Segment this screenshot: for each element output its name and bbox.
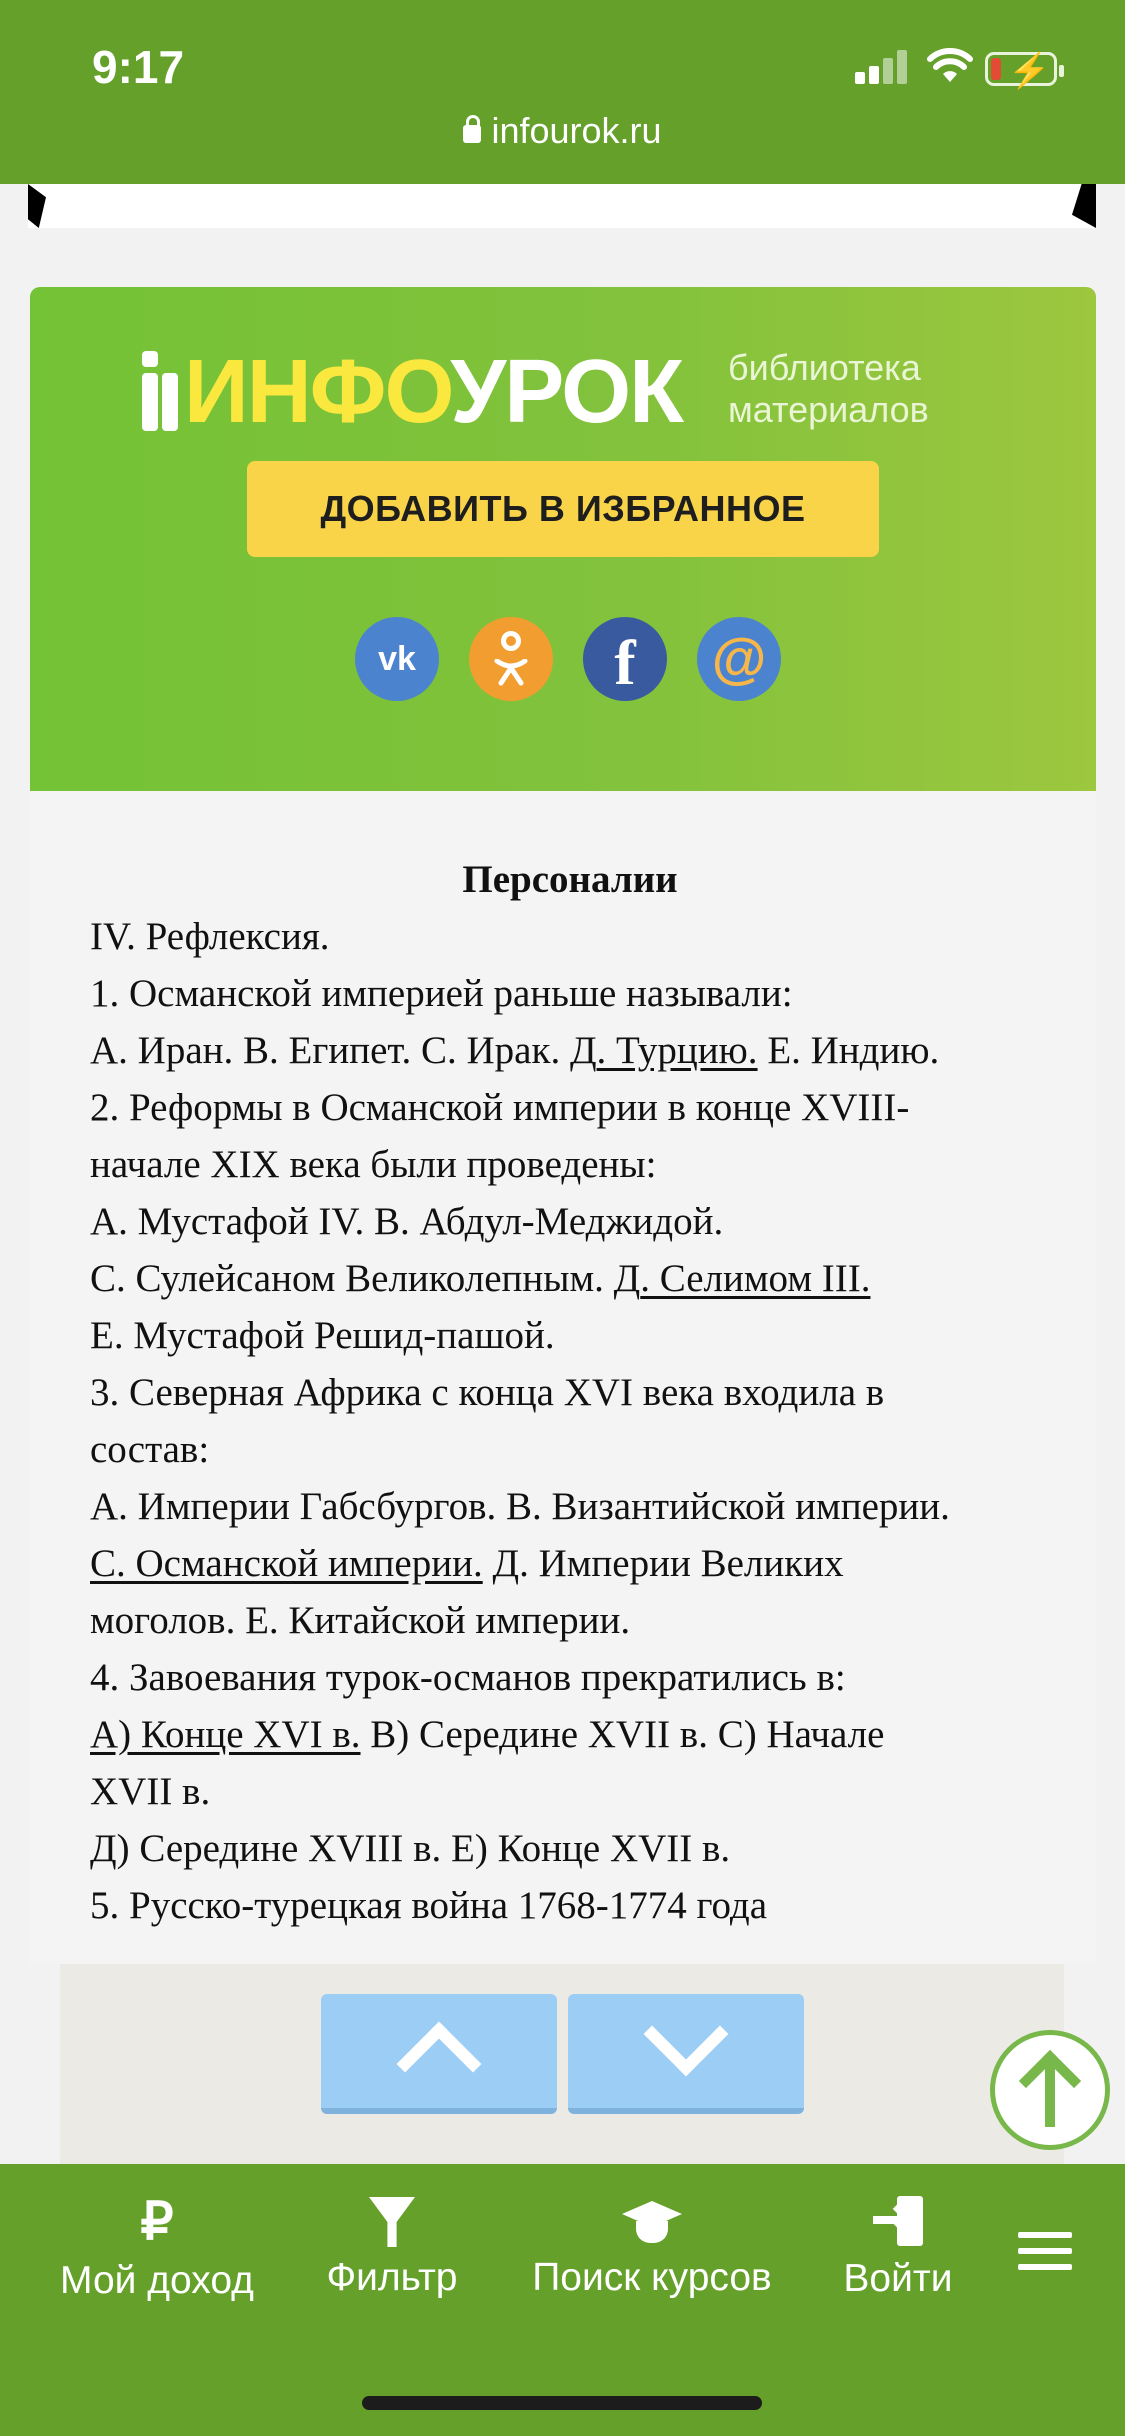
text-line: XVII в.: [90, 1770, 211, 1813]
text-line: Е. Мустафой Решид-пашой.: [90, 1314, 555, 1357]
top-bar: [0, 0, 1125, 184]
promo-card: [30, 287, 1096, 791]
text-line: начале XIX века были проведены:: [90, 1143, 657, 1186]
url-bar[interactable]: [0, 110, 1125, 152]
nav-label: Фильтр: [326, 2256, 458, 2299]
text-line: С. Османской империи. Д. Империи Великих: [90, 1542, 844, 1585]
battery-icon: ⚡: [985, 52, 1057, 86]
underlined-answer: С. Османской империи.: [90, 1542, 483, 1585]
odnoklassniki-icon[interactable]: [469, 617, 553, 701]
graduation-cap-icon: [622, 2197, 682, 2247]
nav-label: Войти: [843, 2257, 953, 2300]
text-line: IV. Рефлексия.: [90, 915, 330, 958]
ruble-icon: ₽: [140, 2193, 174, 2251]
text-line: А) Конце XVI в. В) Середине XVII в. С) Начале: [90, 1713, 885, 1756]
text-line: Д) Середине XVIII в. Е) Конце XVII в.: [90, 1827, 731, 1870]
add-to-favorites-button[interactable]: ДОБАВИТЬ В ИЗБРАННОЕ: [247, 461, 879, 557]
logo-text-part1: ИНФО: [184, 342, 451, 442]
nav-my-income[interactable]: [54, 2194, 260, 2304]
logo-text-part2: УРОК: [450, 342, 683, 442]
page-navigation: [60, 1964, 1064, 2164]
filter-icon: [369, 2197, 415, 2247]
facebook-icon[interactable]: f: [583, 617, 667, 701]
nav-label: Мой доход: [60, 2259, 254, 2302]
wifi-icon: [927, 48, 973, 84]
text-line: А. Иран. В. Египет. С. Ирак. Д. Турцию. Е. Индию.: [90, 1029, 940, 1072]
text-line: А. Империи Габсбургов. В. Византийской империи.: [90, 1485, 950, 1528]
text-line: состав:: [90, 1428, 210, 1471]
text-line: 2. Реформы в Османской империи в конце XVIII-: [90, 1086, 910, 1129]
status-time: 9:17: [92, 41, 185, 93]
scroll-to-top-button[interactable]: [990, 2030, 1110, 2150]
text-line: 1. Османской империей раньше называли:: [90, 972, 793, 1015]
text-line: 3. Северная Африка с конца XVI века входила в: [90, 1371, 885, 1414]
url-text: infourok.ru: [491, 110, 662, 151]
nav-filter[interactable]: [320, 2194, 464, 2301]
text-line: С. Сулейсаном Великолепным. Д. Селимом III.: [90, 1257, 871, 1300]
document-content: [30, 791, 1096, 1964]
menu-icon[interactable]: [1018, 2232, 1072, 2280]
nav-login[interactable]: [838, 2194, 958, 2302]
nav-label: Поиск курсов: [532, 2256, 772, 2299]
next-page-button[interactable]: [568, 1994, 804, 2114]
underlined-answer: . Турцию.: [596, 1029, 758, 1072]
nav-course-search[interactable]: [524, 2194, 780, 2301]
previous-page-button[interactable]: [321, 1994, 557, 2114]
home-indicator[interactable]: [362, 2396, 762, 2410]
text-line: 5. Русско-турецкая война 1768-1774 года: [90, 1884, 768, 1927]
login-icon: [873, 2196, 923, 2248]
chevron-down-icon: [644, 1992, 729, 2077]
chevron-up-icon: [397, 2022, 482, 2107]
mail-icon[interactable]: @: [697, 617, 781, 701]
text-line: моголов. Е. Китайской империи.: [90, 1599, 631, 1642]
underlined-answer: . Селимом III.: [640, 1257, 871, 1300]
ad-banner[interactable]: [28, 184, 1096, 228]
text-line: А. Мустафой IV. В. Абдул-Меджидой.: [90, 1200, 724, 1243]
text-line: 4. Завоевания турок-османов прекратились в:: [90, 1656, 846, 1699]
logo-tagline: библиотека материалов: [728, 347, 929, 430]
vk-icon[interactable]: vk: [355, 617, 439, 701]
underlined-answer: А) Конце XVI в.: [90, 1713, 361, 1756]
logo-mark-icon: [142, 351, 178, 431]
doc-title: Персоналии: [462, 858, 678, 901]
lock-icon: [463, 125, 481, 143]
status-icons: [855, 48, 1085, 88]
